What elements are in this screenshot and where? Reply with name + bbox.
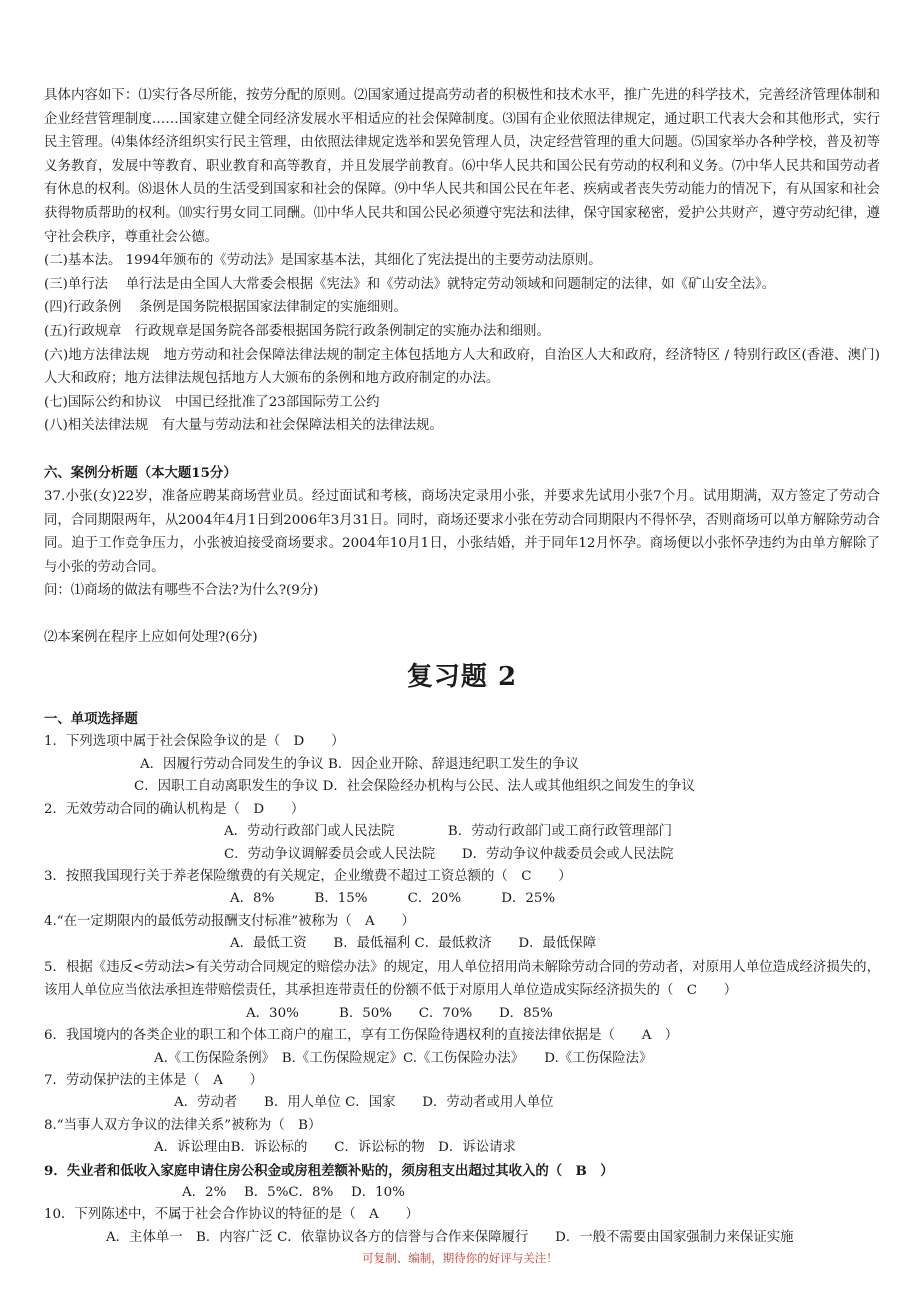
question-5-options: A．30% B．50% C．70% D．85%	[246, 1005, 553, 1021]
intro-item-4: (四)行政条例 条例是国务院根据国家法律制定的实施细则。	[44, 300, 407, 316]
intro-item-5: (五)行政规章 行政规章是国务院各部委根据国务院行政条例制定的实施办法和细则。	[44, 323, 550, 339]
footer-note: 可复制、编制，期待你的好评与关注！	[362, 1251, 558, 1265]
intro-item-7: (七)国际公约和协议 中国已经批准了23部国际劳工公约	[44, 394, 380, 410]
case-question-2: ⑵本案例在程序上应如何处理?(6分)	[44, 629, 258, 645]
question-9-options: A．2% B．5%C．8% D．10%	[182, 1184, 405, 1200]
question-10-options: A．主体单一 B．内容广泛 C．依靠协议各方的信誉与合作来保障履行 D．一般不需要由国家强制力来保证实施	[106, 1229, 794, 1245]
question-1-options-b: C．因职工自动离职发生的争议 D．社会保险经办机构与公民、法人或其他组织之间发生的争议	[134, 779, 695, 795]
intro-item-2: (二)基本法。 1994年颁布的《劳动法》是国家基本法，其细化了宪法提出的主要劳动法原则。	[44, 253, 602, 269]
question-list	[44, 731, 880, 1249]
question-4: 4.“在一定期限内的最低劳动报酬支付标准”被称为（ A ）	[44, 913, 415, 929]
intro-item-3: (三)单行法 单行法是由全国人大常委会根据《宪法》和《劳动法》就特定劳动领域和问题制定的法律，如《矿山安全法》。	[44, 276, 776, 292]
case-text: 37.小张(女)22岁，准备应聘某商场营业员。经过面试和考核，商场决定录用小张，并要求先试用小张7个月。试用期满，双方签定了劳动合同，合同期限两年，从2004年4月1日到2006年3月31日。同时，商场还要求小张在劳动合同期限内不得怀孕，否则商场可以单方解除劳动合同。迫于工作竞争压力，小张被迫接受商场要求。2004年10月1日，小张结婚，并于同年12月怀孕。商场便以小张怀孕违约为由单方解除了与小张的劳动合同。	[44, 488, 880, 575]
review-section-heading: 一、单项选择题	[44, 711, 138, 728]
intro-item-6: (六)地方法律法规 地方劳动和社会保障法律法规的制定主体包括地方人大和政府，自治区人大和政府，经济特区 / 特别行政区(香港、澳门)人大和政府；地方法律法规包括地方人大颁布的条例和地方政府制定的办法。	[44, 347, 880, 387]
question-7-options: A．劳动者 B．用人单位 C．国家 D．劳动者或用人单位	[174, 1095, 554, 1111]
document-page	[44, 84, 880, 1249]
question-8: 8.“当事人双方争议的法律关系”被称为（ B）	[44, 1117, 322, 1133]
question-6-options: A.《工伤保险条例》 B.《工伤保险规定》C.《工伤保险办法》 D.《工伤保险法》	[154, 1050, 653, 1066]
question-7: 7．劳动保护法的主体是（ A ）	[44, 1072, 264, 1088]
case-question-1: 问：⑴商场的做法有哪些不合法?为什么?(9分)	[44, 583, 319, 599]
question-6: 6．我国境内的各类企业的职工和个体工商户的雇工，享有工伤保险待遇权利的直接法律依据是（ A ）	[44, 1028, 679, 1044]
question-3-options: A．8% B．15% C．20% D．25%	[230, 891, 556, 907]
intro-paragraph: 具体内容如下：⑴实行各尽所能，按劳分配的原则。⑵国家通过提高劳动者的积极性和技术水平，推广先进的科学技术，完善经济管理体制和企业经营管理制度……国家建立健全同经济发展水平相适应的社会保障制度。⑶国有企业依照法律规定，通过职工代表大会和其他形式，实行民主管理。⑷集体经济组织实行民主管理，由依照法律规定选举和罢免管理人员，决定经营管理的重大问题。⑸国家举办各种学校，普及初等义务教育，发展中等教育、职业教育和高等教育，并且发展学前教育。⑹中华人民共和国公民有劳动的权利和义务。⑺中华人民共和国劳动者有休息的权利。⑻退休人员的生活受到国家和社会的保障。⑼中华人民共和国公民在年老、疾病或者丧失劳动能力的情况下，有从国家和社会获得物质帮助的权利。⑽实行男女同工同酬。⑾中华人民共和国公民必须遵守宪法和法律，保守国家秘密，爱护公共财产，遵守劳动纪律，遵守社会秩序，尊重社会公德。	[44, 88, 880, 245]
question-9: 9．失业者和低收入家庭申请住房公积金或房租差额补贴的，须房租支出超过其收入的（ B ）	[44, 1162, 614, 1179]
question-4-options: A．最低工资 B．最低福利 C．最低救济 D．最低保障	[230, 936, 597, 952]
question-1: 1．下列选项中属于社会保险争议的是（ D ）	[44, 734, 345, 750]
question-8-options: A．诉讼理由B．诉讼标的 C．诉讼标的物 D．诉讼请求	[154, 1140, 516, 1156]
question-2-options-b: C．劳动争议调解委员会或人民法院 D．劳动争议仲裁委员会或人民法院	[224, 846, 674, 862]
question-10: 10．下列陈述中，不属于社会合作协议的特征的是（ A ）	[44, 1207, 419, 1223]
question-2: 2．无效劳动合同的确认机构是（ D ）	[44, 801, 305, 817]
question-2-options-a: A．劳动行政部门或人民法院 B．劳动行政部门或工商行政管理部门	[224, 824, 673, 840]
question-3: 3．按照我国现行关于养老保险缴费的有关规定，企业缴费不超过工资总额的（ C ）	[44, 868, 572, 884]
case-heading: 六、案例分析题（本大题15分）	[44, 464, 237, 481]
intro-item-8: (八)相关法律法规 有大量与劳动法和社会保障法相关的法律法规。	[44, 418, 443, 434]
question-1-options-a: A．因履行劳动合同发生的争议 B．因企业开除、辞退违纪职工发生的争议	[140, 756, 579, 772]
question-5: 5．根据《违反<劳动法>有关劳动合同规定的赔偿办法》的规定，用人单位招用尚未解除劳动合同的劳动者，对原用人单位造成经济损失的，该用人单位应当依法承担连带赔偿责任，其承担连带责任的份额不低于对原用人单位造成实际经济损失的（ C ）	[44, 959, 880, 999]
review-title: 复习题 2	[406, 662, 518, 693]
